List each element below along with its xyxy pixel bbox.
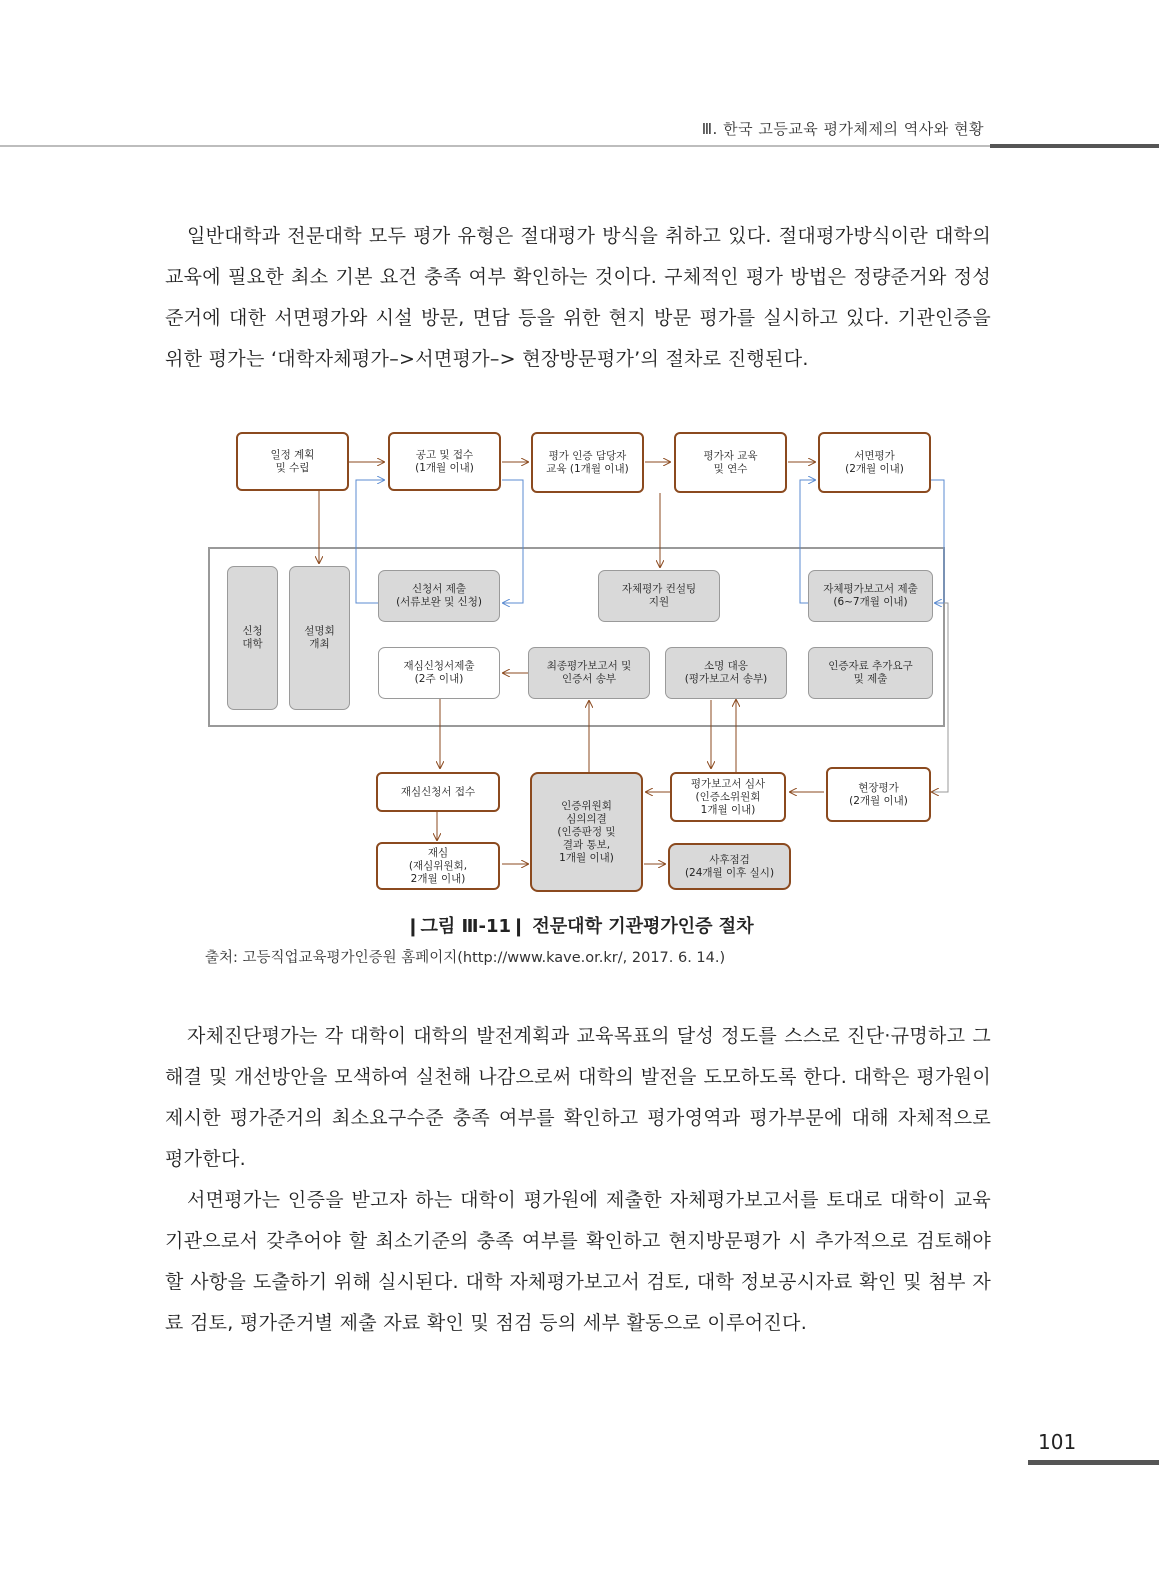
header-rule bbox=[0, 145, 990, 147]
paragraph-self-diagnosis: 자체진단평가는 각 대학이 대학의 발전계획과 교육목표의 달성 정도를 스스로 진단·규명하고 그 해결 및 개선방안을 모색하여 실천해 나감으로써 대학의 발전을 도모하도록 한다. 대학은 평가원이 제시한 평가준거의 최소요구수준 충족 여부를 확인하고 평가영역과 평가부문에 대해 자체적으로 평가한다. bbox=[165, 1025, 991, 1170]
step-document-evaluation: 서면평가 (2개월 이내) bbox=[818, 432, 931, 493]
application-submission: 신청서 제출 (서류보완 및 신청) bbox=[378, 570, 500, 622]
site-evaluation: 현장평가 (2개월 이내) bbox=[826, 767, 931, 822]
figure-caption: ❙그림 Ⅲ-11❙ 전문대학 기관평가인증 절차 bbox=[405, 916, 754, 937]
appeal-response: 소명 대응 (평가보고서 송부) bbox=[665, 647, 787, 699]
reappeal-receipt: 재심신청서 접수 bbox=[376, 772, 500, 812]
step-staff-training: 평가 인증 담당자 교육 (1개월 이내) bbox=[531, 432, 644, 493]
step-notice-application: 공고 및 접수 (1개월 이내) bbox=[388, 432, 501, 491]
final-report-certificate: 최종평가보고서 및 인증서 송부 bbox=[528, 647, 650, 699]
reexamination: 재심 (재심위원회, 2개월 이내) bbox=[376, 842, 500, 890]
self-evaluation-consulting: 자체평가 컨설팅 지원 bbox=[598, 570, 720, 622]
report-review: 평가보고서 심사 (인증소위원회 1개월 이내) bbox=[670, 772, 786, 822]
header-chapter-title: Ⅲ. 한국 고등교육 평가체제의 역사와 현황 bbox=[701, 120, 984, 138]
accreditation-committee: 인증위원회 심의의결 (인증판정 및 결과 통보, 1개월 이내) bbox=[530, 772, 643, 892]
additional-data-request: 인증자료 추가요구 및 제출 bbox=[808, 647, 933, 699]
paragraph-document-evaluation: 서면평가는 인증을 받고자 하는 대학이 평가원에 제출한 자체평가보고서를 토대로 대학이 교육기관으로서 갖추어야 할 최소기준의 충족 여부를 확인하고 현지방문평가 시 추가적으로 검토해야 할 사항을 도출하기 위해 실시된다. 대학 자체평가보고서 검토, 대학 정보공시자료 확인 및 첨부 자료 검토, 평가준거별 제출 자료 확인 및 점검 등의 세부 활동으로 이루어진다. bbox=[165, 1189, 991, 1334]
university-process-frame bbox=[208, 547, 945, 727]
briefing-session: 설명회 개최 bbox=[289, 566, 350, 710]
header-rule-accent bbox=[990, 144, 1159, 148]
applicant-university: 신청 대학 bbox=[227, 566, 278, 710]
paragraph-evaluation-method: 일반대학과 전문대학 모두 평가 유형은 절대평가 방식을 취하고 있다. 절대평가방식이란 대학의 교육에 필요한 최소 기본 요건 충족 여부 확인하는 것이다. 구체적인 평가 방법은 정량준거와 정성준거에 대한 서면평가와 시설 방문, 면담 등을 위한 현지 방문 평가를 실시하고 있다. 기관인증을 위한 평가는 ‘대학자체평가–>서면평가–> 현장방문평가’의 절차로 진행된다. bbox=[165, 225, 991, 370]
self-evaluation-report: 자체평가보고서 제출 (6~7개월 이내) bbox=[808, 570, 933, 622]
page-number: 101 bbox=[1038, 1430, 1077, 1454]
step-schedule-planning: 일정 계획 및 수립 bbox=[236, 432, 349, 491]
figure-source: 출처: 고등직업교육평가인증원 홈페이지(http://www.kave.or.kr/, 2017. 6. 14.) bbox=[205, 950, 726, 966]
follow-up-inspection: 사후점검 (24개월 이후 실시) bbox=[668, 843, 791, 890]
step-evaluator-training: 평가자 교육 및 연수 bbox=[674, 432, 787, 493]
reappeal-submission: 재심신청서제출 (2주 이내) bbox=[378, 647, 500, 699]
footer-rule bbox=[1028, 1460, 1159, 1465]
